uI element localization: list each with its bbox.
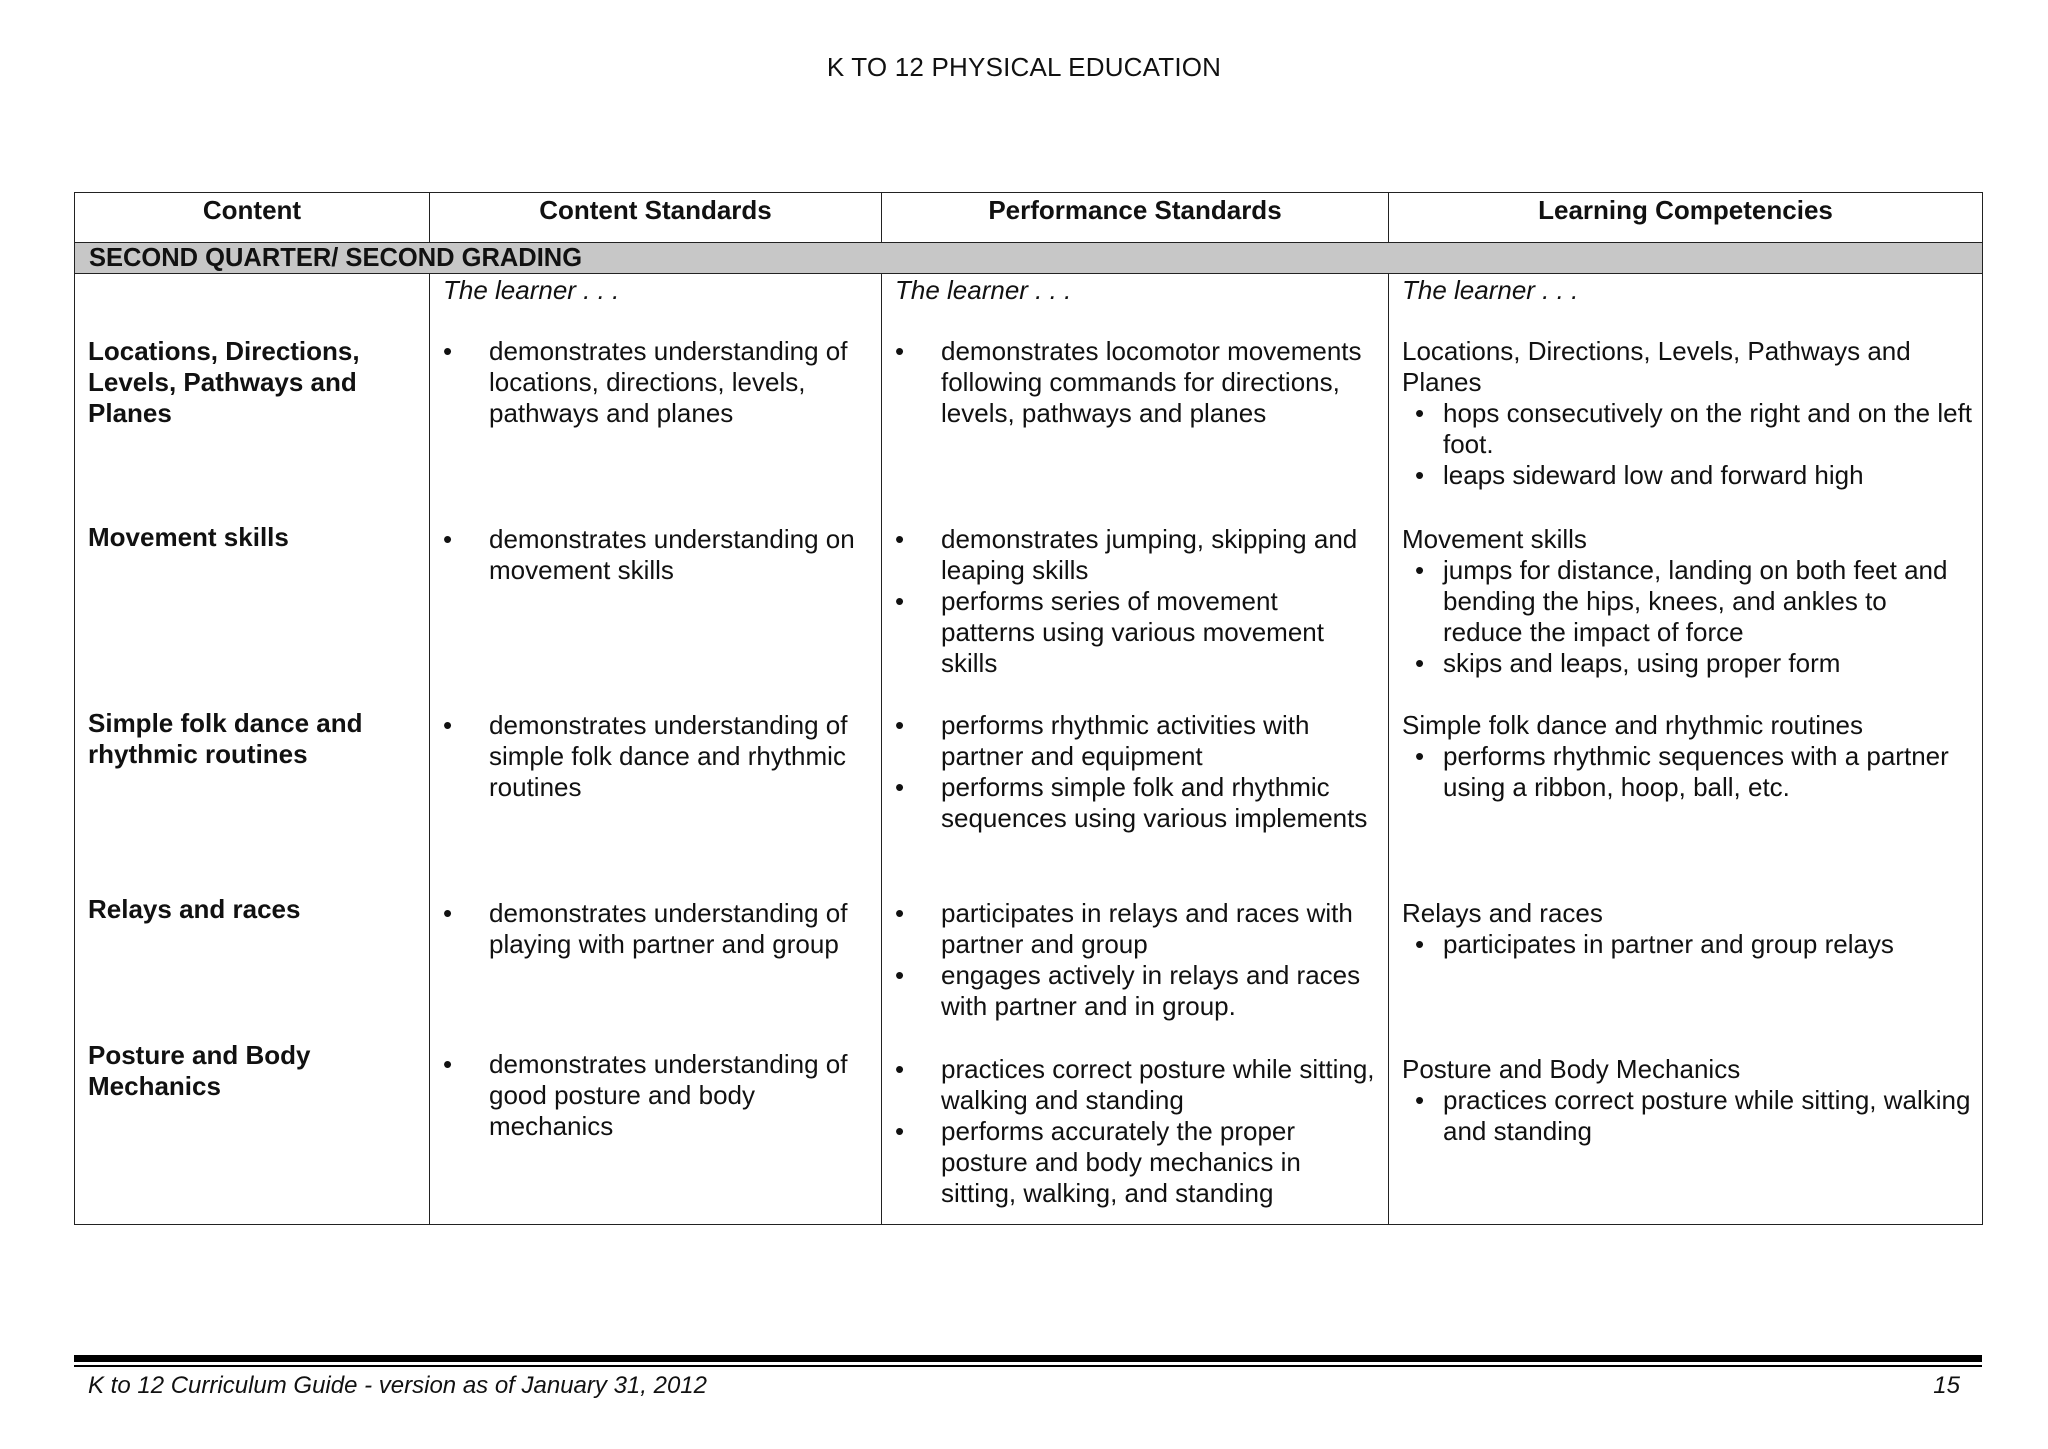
list-item: • demonstrates understanding of good posture and body mechanics [443, 1049, 871, 1142]
content-column [75, 274, 430, 1225]
list-item: • demonstrates understanding of simple folk dance and rhythmic routines [443, 710, 871, 803]
header-performance-standards: Performance Standards [882, 193, 1389, 243]
list-item: • performs accurately the proper posture and body mechanics in sitting, walking, and standing [895, 1116, 1378, 1209]
curriculum-table [74, 192, 1983, 1225]
standards-list [443, 1049, 871, 1142]
standards-list [443, 710, 871, 803]
competency-group [1402, 336, 1972, 491]
competency-group [1402, 898, 1972, 960]
footer-divider [74, 1355, 1982, 1362]
quarter-label: SECOND QUARTER/ SECOND GRADING [75, 243, 1983, 274]
standards-list [443, 336, 871, 429]
list-item: • skips and leaps, using proper form [1402, 648, 1972, 679]
list-item: • participates in partner and group relays [1402, 929, 1972, 960]
competency-heading: Locations, Directions, Levels, Pathways and Planes [1402, 336, 1911, 397]
list-item: • demonstrates understanding of locations, directions, levels, pathways and planes [443, 336, 871, 429]
page-header: K TO 12 PHYSICAL EDUCATION [826, 52, 1222, 82]
table-body-row [75, 274, 1983, 1225]
competency-list [1402, 398, 1972, 491]
standards-list [443, 898, 871, 960]
competency-heading: Simple folk dance and rhythmic routines [1402, 710, 1864, 740]
competency-group [1402, 524, 1972, 679]
list-item: • participates in relays and races with partner and group [895, 898, 1378, 960]
list-item: • demonstrates understanding of playing with partner and group [443, 898, 871, 960]
footer-document-version: K to 12 Curriculum Guide - version as of January 31, 2012 [88, 1372, 707, 1399]
quarter-row [75, 243, 1983, 274]
list-item: • performs simple folk and rhythmic sequences using various implements [895, 772, 1378, 834]
competency-list [1402, 555, 1972, 679]
page-number: 15 [1933, 1372, 1960, 1399]
list-item: • engages actively in relays and races with partner and in group. [895, 960, 1378, 1022]
performance-list [895, 1054, 1378, 1209]
learner-intro: The learner . . . [895, 275, 1072, 305]
content-title: Posture and Body Mechanics [88, 1040, 311, 1101]
competency-heading: Posture and Body Mechanics [1402, 1054, 1741, 1084]
learner-intro: The learner . . . [443, 275, 620, 305]
performance-list [895, 898, 1378, 1022]
header-content-standards: Content Standards [430, 193, 882, 243]
learning-competencies-column [1389, 274, 1983, 1225]
list-item: • demonstrates understanding on movement skills [443, 524, 871, 586]
list-item: • performs rhythmic sequences with a partner using a ribbon, hoop, ball, etc. [1402, 741, 1972, 803]
list-item: • demonstrates locomotor movements following commands for directions, levels, pathways and planes [895, 336, 1378, 429]
list-item: • demonstrates jumping, skipping and leaping skills [895, 524, 1378, 586]
standards-list [443, 524, 871, 586]
performance-list [895, 710, 1378, 834]
competency-group [1402, 1054, 1972, 1147]
competency-heading: Relays and races [1402, 898, 1603, 928]
competency-list [1402, 741, 1972, 803]
list-item: • practices correct posture while sitting, walking and standing [895, 1054, 1378, 1116]
header-content: Content [75, 193, 430, 243]
list-item: • jumps for distance, landing on both feet and bending the hips, knees, and ankles to reduce the impact of force [1402, 555, 1972, 648]
performance-list [895, 336, 1378, 429]
competency-list [1402, 1085, 1972, 1147]
list-item: • leaps sideward low and forward high [1402, 460, 1972, 491]
content-standards-column [430, 274, 882, 1225]
list-item: • hops consecutively on the right and on the left foot. [1402, 398, 1972, 460]
content-title: Locations, Directions, Levels, Pathways and Planes [88, 336, 360, 428]
learner-intro: The learner . . . [1402, 275, 1579, 305]
content-title: Relays and races [88, 894, 301, 924]
list-item: • performs series of movement patterns using various movement skills [895, 586, 1378, 679]
competency-group [1402, 710, 1972, 803]
competency-heading: Movement skills [1402, 524, 1587, 554]
performance-list [895, 524, 1378, 679]
list-item: • performs rhythmic activities with partner and equipment [895, 710, 1378, 772]
content-title: Movement skills [88, 522, 289, 552]
performance-standards-column [882, 274, 1389, 1225]
content-title: Simple folk dance and rhythmic routines [88, 708, 363, 769]
footer-divider-thin [74, 1365, 1982, 1367]
header-learning-competencies: Learning Competencies [1389, 193, 1983, 243]
list-item: • practices correct posture while sitting, walking and standing [1402, 1085, 1972, 1147]
competency-list [1402, 929, 1972, 960]
table-header-row [75, 193, 1983, 243]
